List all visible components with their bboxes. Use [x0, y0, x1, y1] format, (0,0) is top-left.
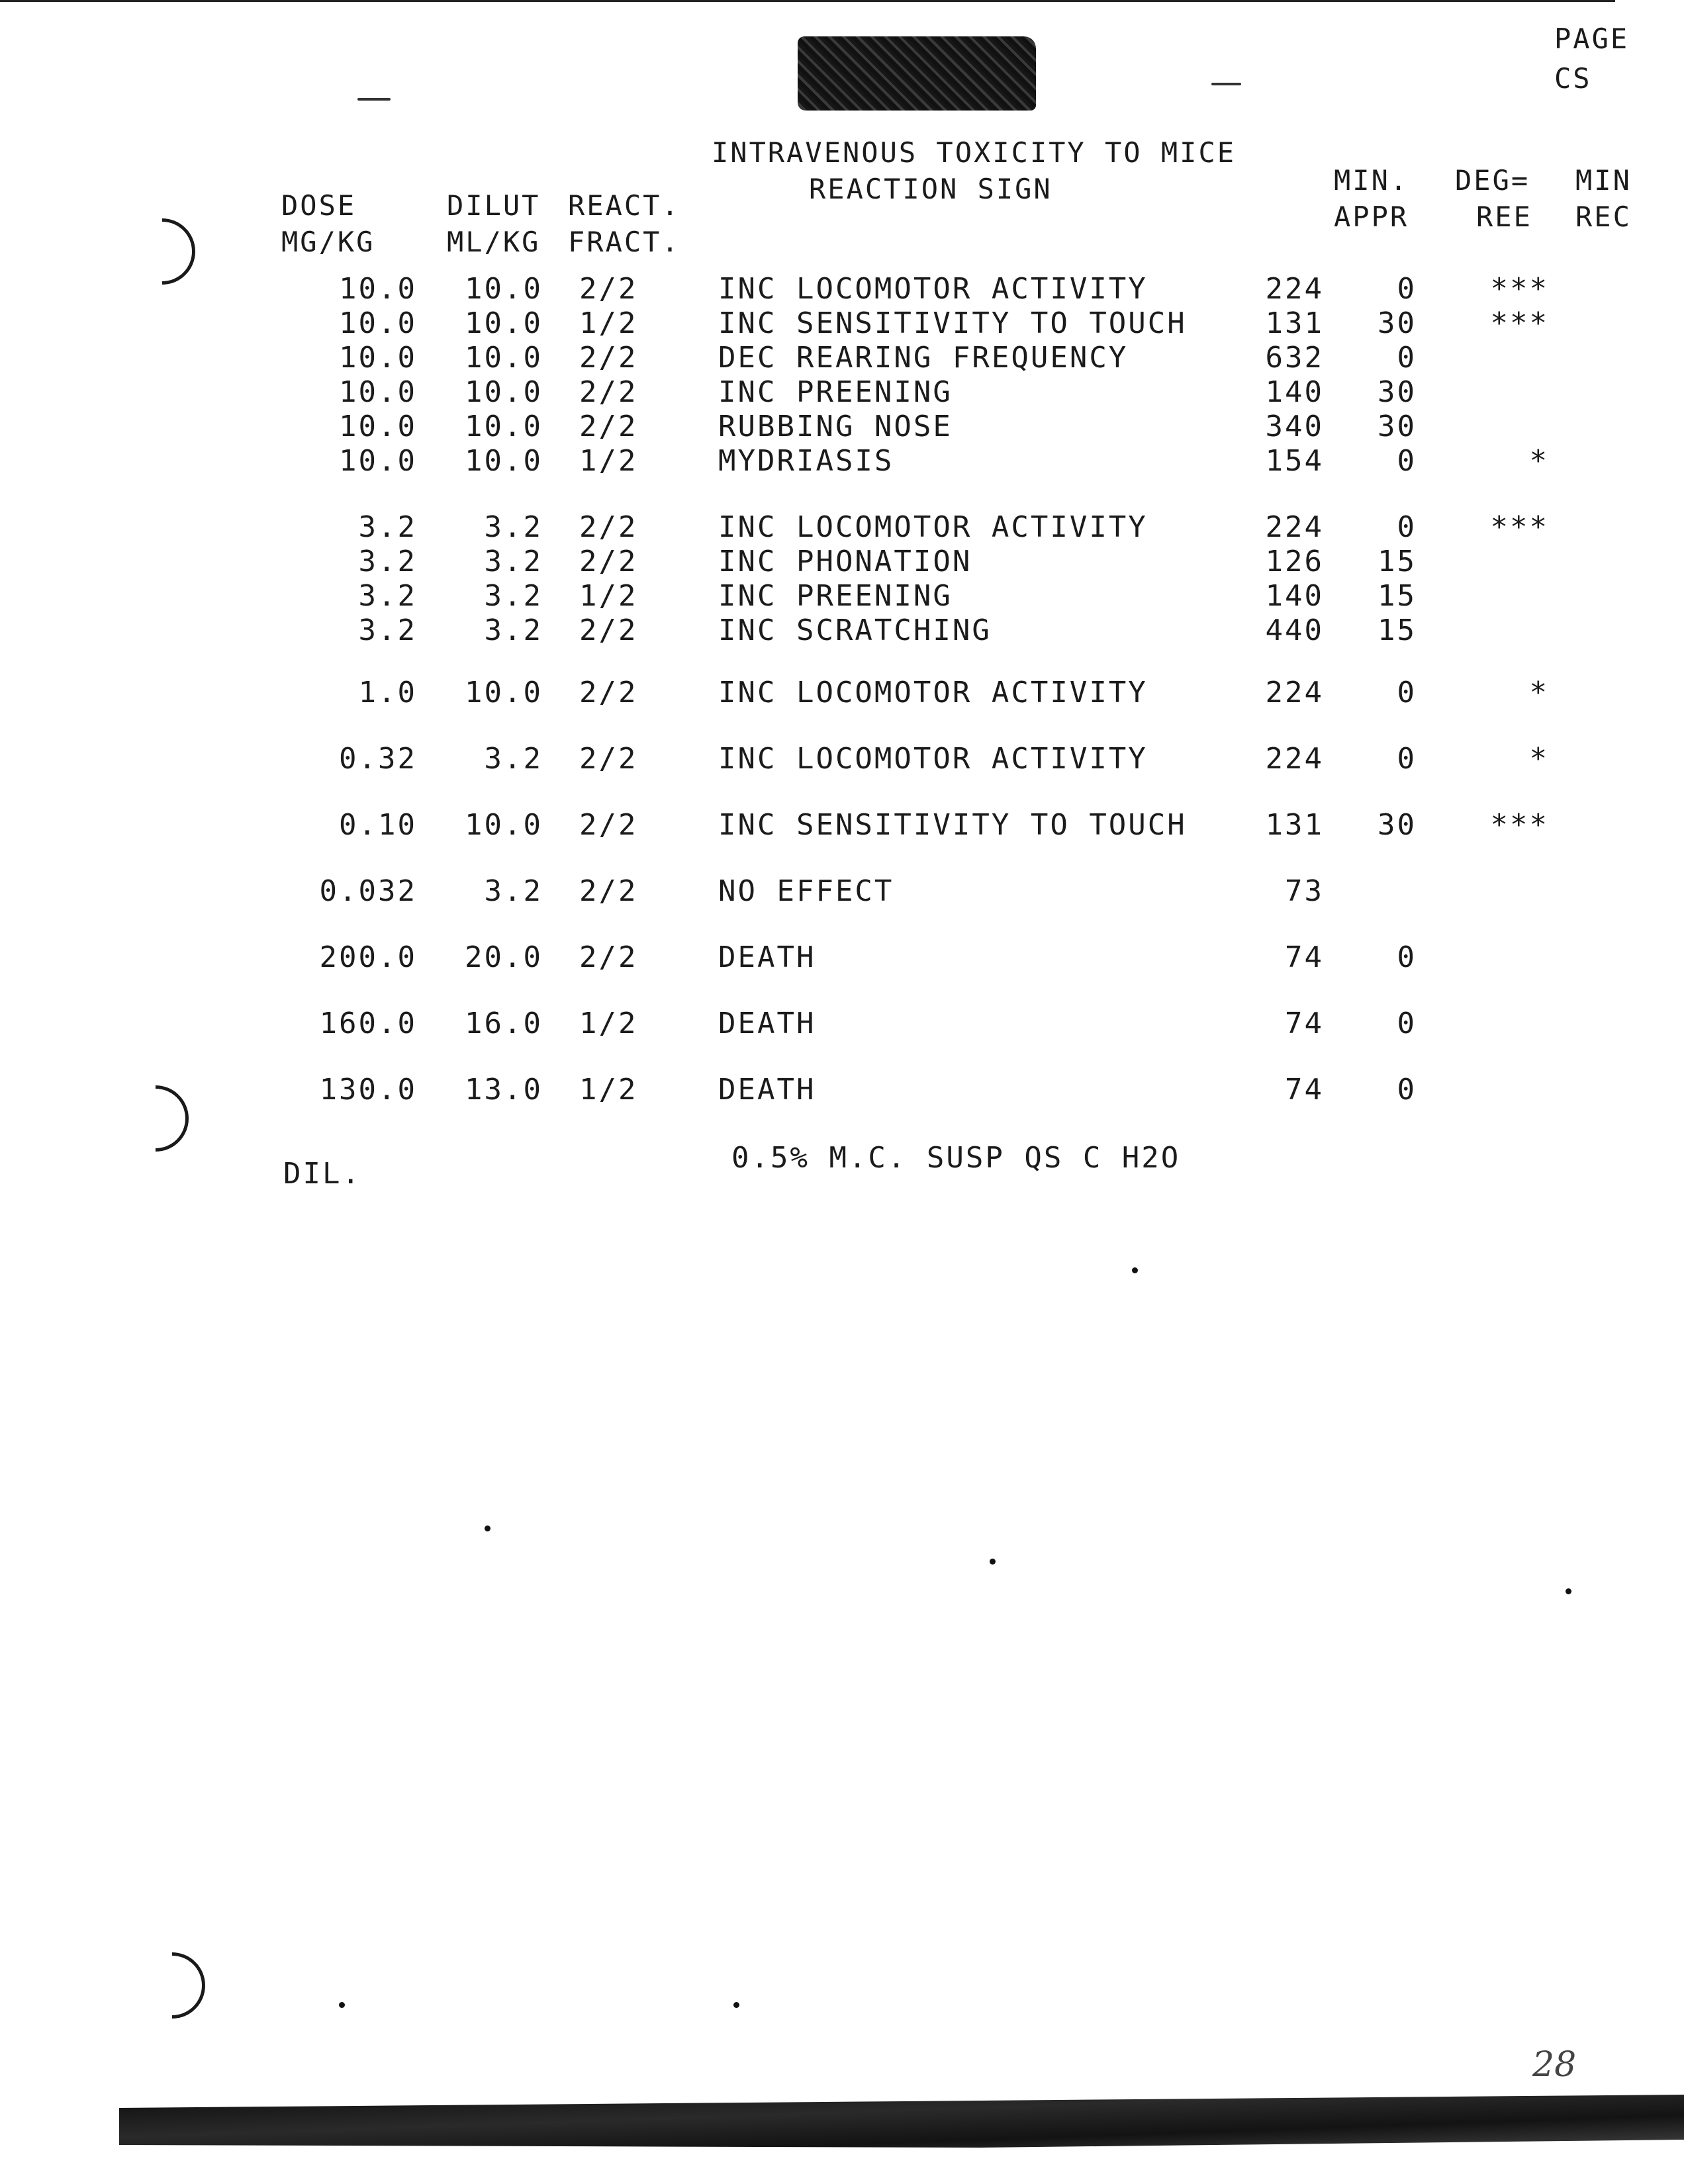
- cell-dilution: 10.0: [465, 444, 543, 478]
- cell-dose: 3.2: [358, 545, 417, 578]
- scan-speck: [733, 2002, 739, 2008]
- cell-dose: 3.2: [358, 510, 417, 544]
- cell-sign-code: 440: [1265, 614, 1324, 647]
- scan-speck: [1211, 83, 1241, 85]
- cell-reaction-sign: DEATH: [718, 1073, 816, 1107]
- cell-sign-code: 632: [1265, 341, 1324, 375]
- cell-fraction: 2/2: [579, 742, 638, 776]
- cell-dilution: 3.2: [484, 545, 543, 578]
- cell-dose: 3.2: [358, 614, 417, 647]
- cell-fraction: 2/2: [579, 614, 638, 647]
- cell-reaction-sign: DEATH: [718, 1007, 816, 1040]
- scan-speck: [990, 1559, 996, 1565]
- cell-reaction-sign: DEATH: [718, 940, 816, 974]
- cell-dose: 10.0: [339, 272, 417, 306]
- cell-fraction: 2/2: [579, 808, 638, 842]
- cell-fraction: 1/2: [579, 306, 638, 340]
- cell-dilution: 10.0: [465, 306, 543, 340]
- cell-dilution: 20.0: [465, 940, 543, 974]
- scan-bottom-band: [119, 2095, 1684, 2148]
- header-react: REACT.: [568, 189, 680, 222]
- cell-minutes: 15: [1378, 614, 1417, 647]
- cell-reaction-sign: INC PREENING: [718, 579, 953, 613]
- cell-reaction-sign: INC LOCOMOTOR ACTIVITY: [718, 272, 1148, 306]
- punch-hole-mark: [109, 1071, 202, 1165]
- page-label: PAGE: [1554, 23, 1630, 55]
- cell-dilution: 10.0: [465, 808, 543, 842]
- cell-fraction: 2/2: [579, 510, 638, 544]
- header-dilut-unit: ML/KG: [447, 226, 541, 258]
- cell-degree: ***: [1490, 808, 1549, 842]
- cell-minutes: 15: [1378, 579, 1417, 613]
- cell-dilution: 3.2: [484, 874, 543, 908]
- cell-reaction-sign: INC PREENING: [718, 375, 953, 409]
- cell-minutes: 0: [1397, 341, 1417, 375]
- cell-dose: 160.0: [319, 1007, 417, 1040]
- page-code: CS: [1554, 62, 1592, 95]
- cell-degree: *: [1529, 742, 1549, 776]
- cell-minutes: 30: [1378, 306, 1417, 340]
- cell-fraction: 2/2: [579, 874, 638, 908]
- cell-fraction: 2/2: [579, 272, 638, 306]
- cell-dose: 130.0: [319, 1073, 417, 1107]
- cell-dilution: 3.2: [484, 742, 543, 776]
- cell-degree: ***: [1490, 272, 1549, 306]
- scan-speck: [1566, 1588, 1571, 1594]
- header-degree-2: REE: [1476, 201, 1532, 233]
- header-dilut: DILUT: [447, 189, 541, 222]
- cell-dilution: 10.0: [465, 272, 543, 306]
- cell-reaction-sign: NO EFFECT: [718, 874, 894, 908]
- cell-dilution: 16.0: [465, 1007, 543, 1040]
- cell-dose: 0.032: [319, 874, 417, 908]
- handwritten-page-number: 28: [1532, 2045, 1577, 2085]
- cell-minutes: 0: [1397, 940, 1417, 974]
- cell-reaction-sign: INC LOCOMOTOR ACTIVITY: [718, 742, 1148, 776]
- scan-speck: [357, 98, 391, 101]
- cell-sign-code: 131: [1265, 808, 1324, 842]
- header-dose-unit: MG/KG: [281, 226, 375, 258]
- cell-fraction: 2/2: [579, 341, 638, 375]
- cell-sign-code: 224: [1265, 510, 1324, 544]
- cell-sign-code: 126: [1265, 545, 1324, 578]
- cell-minutes: 30: [1378, 375, 1417, 409]
- cell-fraction: 2/2: [579, 545, 638, 578]
- cell-dilution: 3.2: [484, 579, 543, 613]
- cell-fraction: 1/2: [579, 444, 638, 478]
- cell-dose: 200.0: [319, 940, 417, 974]
- cell-dose: 10.0: [339, 375, 417, 409]
- cell-dose: 0.10: [339, 808, 417, 842]
- dilution-label: DIL.: [283, 1157, 361, 1191]
- cell-sign-code: 224: [1265, 676, 1324, 709]
- report-title: INTRAVENOUS TOXICITY TO MICE: [712, 136, 1237, 169]
- header-min: MIN.: [1334, 164, 1409, 197]
- cell-dose: 10.0: [339, 341, 417, 375]
- cell-fraction: 1/2: [579, 1007, 638, 1040]
- header-dose: DOSE: [281, 189, 357, 222]
- cell-sign-code: 131: [1265, 306, 1324, 340]
- header-min-appr: APPR: [1334, 201, 1409, 233]
- cell-minutes: 15: [1378, 545, 1417, 578]
- cell-minutes: 0: [1397, 444, 1417, 478]
- cell-fraction: 2/2: [579, 375, 638, 409]
- cell-reaction-sign: INC SENSITIVITY TO TOUCH: [718, 808, 1187, 842]
- header-react-fract: FRACT.: [568, 226, 680, 258]
- cell-fraction: 2/2: [579, 940, 638, 974]
- cell-reaction-sign: INC LOCOMOTOR ACTIVITY: [718, 676, 1148, 709]
- cell-sign-code: 74: [1285, 940, 1324, 974]
- cell-dilution: 10.0: [465, 676, 543, 709]
- cell-minutes: 0: [1397, 1073, 1417, 1107]
- cell-sign-code: 154: [1265, 444, 1324, 478]
- cell-reaction-sign: RUBBING NOSE: [718, 410, 953, 443]
- cell-dilution: 13.0: [465, 1073, 543, 1107]
- cell-dose: 3.2: [358, 579, 417, 613]
- cell-minutes: 0: [1397, 510, 1417, 544]
- cell-fraction: 2/2: [579, 410, 638, 443]
- cell-reaction-sign: INC SENSITIVITY TO TOUCH: [718, 306, 1187, 340]
- cell-fraction: 2/2: [579, 676, 638, 709]
- cell-sign-code: 74: [1285, 1073, 1324, 1107]
- header-reaction-sign: REACTION SIGN: [809, 173, 1052, 205]
- cell-reaction-sign: DEC REARING FREQUENCY: [718, 341, 1129, 375]
- cell-fraction: 1/2: [579, 1073, 638, 1107]
- cell-sign-code: 140: [1265, 375, 1324, 409]
- cell-reaction-sign: INC SCRATCHING: [718, 614, 992, 647]
- cell-dilution: 10.0: [465, 375, 543, 409]
- redaction-block: [798, 36, 1036, 111]
- cell-minutes: 0: [1397, 1007, 1417, 1040]
- cell-minutes: 0: [1397, 676, 1417, 709]
- cell-dilution: 3.2: [484, 510, 543, 544]
- cell-sign-code: 224: [1265, 742, 1324, 776]
- cell-dose: 10.0: [339, 444, 417, 478]
- punch-hole-mark: [115, 205, 209, 298]
- cell-degree: ***: [1490, 510, 1549, 544]
- cell-sign-code: 340: [1265, 410, 1324, 443]
- scan-speck: [485, 1525, 491, 1531]
- cell-sign-code: 224: [1265, 272, 1324, 306]
- cell-minutes: 0: [1397, 742, 1417, 776]
- cell-dose: 0.32: [339, 742, 417, 776]
- cell-dilution: 10.0: [465, 410, 543, 443]
- cell-minutes: 0: [1397, 272, 1417, 306]
- cell-dilution: 3.2: [484, 614, 543, 647]
- cell-minutes: 30: [1378, 410, 1417, 443]
- cell-degree: *: [1529, 444, 1549, 478]
- cell-reaction-sign: MYDRIASIS: [718, 444, 894, 478]
- dilution-value: 0.5% M.C. SUSP QS C H2O: [731, 1141, 1181, 1175]
- cell-minutes: 30: [1378, 808, 1417, 842]
- punch-hole-mark: [125, 1938, 218, 2032]
- scan-speck: [339, 2002, 345, 2008]
- cell-dilution: 10.0: [465, 341, 543, 375]
- cell-sign-code: 73: [1285, 874, 1324, 908]
- cell-dose: 10.0: [339, 306, 417, 340]
- cell-sign-code: 140: [1265, 579, 1324, 613]
- cell-degree: *: [1529, 676, 1549, 709]
- header-min-rec-2: REC: [1575, 201, 1632, 233]
- cell-dose: 1.0: [358, 676, 417, 709]
- header-min-rec: MIN: [1575, 164, 1632, 197]
- cell-dose: 10.0: [339, 410, 417, 443]
- header-degree: DEG=: [1455, 164, 1530, 197]
- cell-reaction-sign: INC PHONATION: [718, 545, 972, 578]
- cell-reaction-sign: INC LOCOMOTOR ACTIVITY: [718, 510, 1148, 544]
- scan-speck: [1132, 1267, 1138, 1273]
- cell-sign-code: 74: [1285, 1007, 1324, 1040]
- cell-degree: ***: [1490, 306, 1549, 340]
- scan-top-rule: [0, 0, 1615, 2]
- cell-fraction: 1/2: [579, 579, 638, 613]
